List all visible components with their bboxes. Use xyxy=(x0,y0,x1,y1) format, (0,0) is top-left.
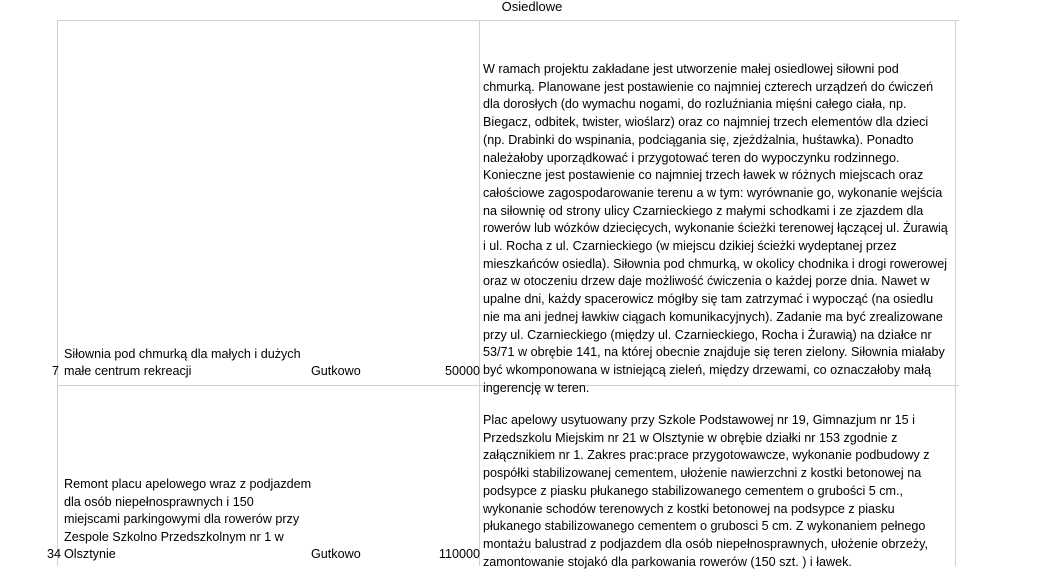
task-description: W ramach projektu zakładane jest utworzenie małej osiedlowej siłowni pod chmurką. Planowane jest postawienie co najmniej czterech urządzeń do ćwiczeń dla dorosłych (do wymachu nogami, do rozluźniania mięśni całego ciała, np. Biegacz, odbitek, twister, wioślarz) oraz co najmniej trzech elementów dla dzieci (np. Drabinki do wspinania, podciągania się, zjeżdżalnia, huśtawka). Ponadto należałoby uporządkować i przygotować teren do wypoczynku rodzinnego. Konieczne jest postawienie co najmniej trzech ławek w różnych miejscach oraz całościowe zagospodarowanie terenu a w tym: wyrównanie go, wykonanie wejścia na siłownię od strony ulicy Czarnieckiego z małymi schodkami i ze zjazdem dla rowerów lub wózków dziecięcych, wykonanie ścieżki terenowej łączącej ul. Żurawią i ul. Rocha z ul. Czarnieckiego (w miejscu dzikiej ścieżki wydeptanej przez mieszkańców osiedla). Siłownia pod chmurką, w okolicy chodnika i drogi rowerowej oraz w otoczeniu drzew daje możliwość ćwiczenia o każdej porze dnia. Nawet w upalne dni, każdy spacerowicz mógłby się tam zatrzymać i wypocząć (na osiedlu nie ma ani jednej ławkiw ciągach komunikacyjnych). Zadanie ma być zrealizowane przy ul. Czarnieckiego (między ul. Czarnieckiego, Rocha i Żurawią) na działce nr 53/71 w obrębie 141, na której obecnie znajduje się teren zielony. Siłownia miałaby być wkomponowana w istniejącą zieleń, między drzewami, co oznaczałoby małą ingerencję w teren. xyxy=(483,62,948,395)
task-description: Plac apelowy usytuowany przy Szkole Podstawowej nr 19, Gimnazjum nr 15 i Przedszkolu Miejskim nr 21 w Olsztynie w obrębie działki nr 153 zgodnie z załącznikiem nr 1. Zakres prac:prace przygotowawcze, wykonanie podbudowy z pospółki stabilizowanej cementem, ułożenie nawierzchni z kostki betonowej na podsypce z piasku płukanego stabilizowanego cementem o grubości 5 cm., wykonanie schodów terenowych z kostki betonowej na podsypce z piasku płukanego stabilizowanego cementem o grubosci 5 cm. Z wykonaniem pełnego montażu balustrad z podjazdem dla osób niepełnosprawnych, ułożenie obrzeży, zamontowanie stojakó dla parkowania rowerów (150 szt. ) i ławek. xyxy=(483,413,930,569)
page-title: Osiedlowe xyxy=(501,0,563,14)
column-divider xyxy=(955,20,956,566)
row-number: 7 xyxy=(51,364,59,379)
task-cost: 50000 xyxy=(444,364,480,379)
task-name: Remont placu apelowego wraz z podjazdem dla osób niepełnosprawnych i 150 miejscami parkingowymi dla rowerów przy Zespole Szkolno Przedszkolnym nr 1 w Olsztynie xyxy=(64,477,312,562)
row-number: 34 xyxy=(46,547,61,562)
task-name: Siłownia pod chmurką dla małych i dużych małe centrum rekreacji xyxy=(64,346,301,379)
task-location: Gutkowo xyxy=(311,547,361,562)
task-cost: 110000 xyxy=(438,547,480,562)
table-border-top xyxy=(57,20,959,21)
task-location: Gutkowo xyxy=(311,364,361,379)
